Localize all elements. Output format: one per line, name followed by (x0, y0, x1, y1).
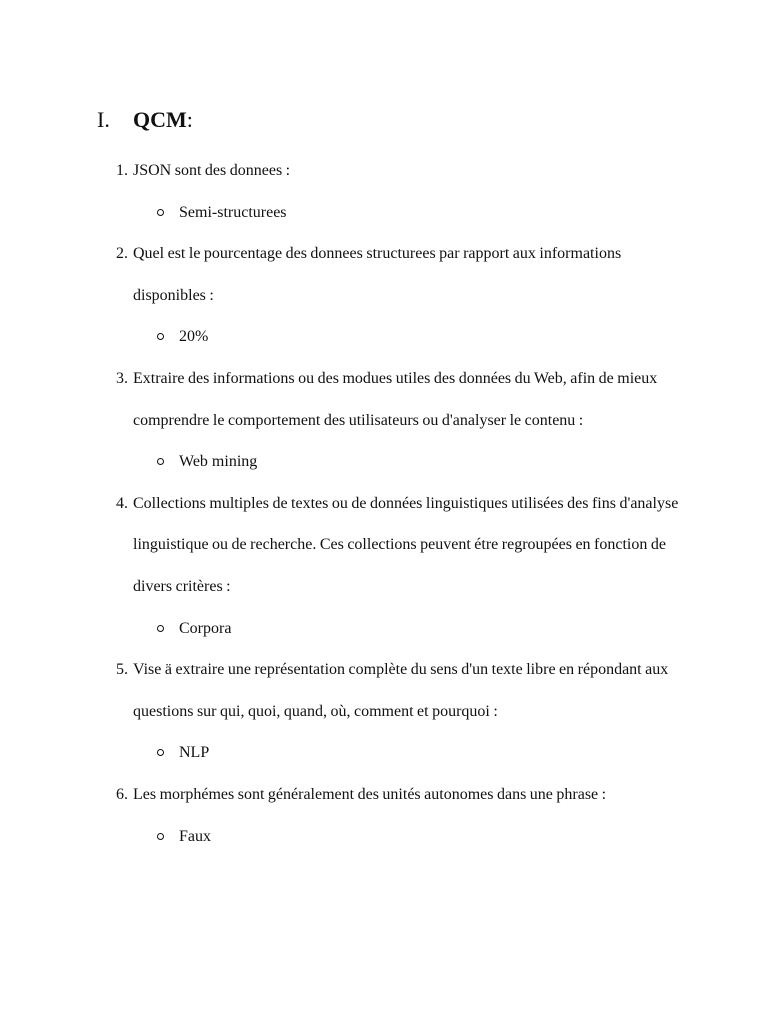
question-number: 6. (116, 785, 128, 803)
hollow-bullet-icon (157, 833, 164, 840)
section-number: I. (97, 107, 110, 132)
section-title: QCM (133, 107, 187, 132)
hollow-bullet-icon (157, 749, 164, 756)
section-heading (97, 106, 193, 134)
answer-item (0, 732, 768, 774)
question-number: 5. (116, 661, 128, 679)
question-item-5 (0, 649, 768, 774)
question-number: 4. (116, 494, 128, 512)
section-colon: : (186, 107, 193, 132)
answer-item (0, 608, 768, 650)
answer-text: Faux (179, 827, 211, 845)
answer-text: Web mining (179, 453, 258, 471)
question-item-6 (0, 774, 768, 857)
answer-text: NLP (179, 744, 210, 762)
question-text: Vise ä extraire une représentation complète du sens d'un texte libre en répondant aux questions sur qui, quoi, quand, où, comment et pourquoi : (133, 661, 669, 720)
question-list (0, 150, 768, 857)
question-item-3 (0, 358, 768, 483)
answer-item (0, 316, 768, 358)
question-item-2 (0, 233, 768, 358)
answer-item (0, 816, 768, 858)
question-number: 1. (116, 162, 128, 179)
question-text: Collections multiples de textes ou de données linguistiques utilisées des fins d'analyse linguistique ou de recherche. Ces collections peuvent étre regroupées en fonction de divers critères : (133, 494, 679, 595)
question-item-1 (0, 150, 768, 233)
hollow-bullet-icon (157, 458, 164, 465)
question-text: Les morphémes sont généralement des unités autonomes dans une phrase : (133, 785, 607, 803)
question-number: 3. (116, 369, 128, 387)
answer-text: Semi-structurees (179, 203, 287, 221)
answer-item (0, 192, 768, 234)
question-text: Extraire des informations ou des modues utiles des données du Web, afin de mieux comprendre le comportement des utilisateurs ou d'analyser le contenu : (133, 369, 658, 429)
answer-item (0, 441, 768, 483)
question-number: 2. (116, 245, 128, 263)
hollow-bullet-icon (157, 625, 164, 632)
question-text: JSON sont des donnees : (133, 162, 291, 179)
hollow-bullet-icon (157, 333, 164, 340)
answer-text: Corpora (179, 619, 232, 637)
hollow-bullet-icon (157, 209, 164, 216)
answer-text: 20% (179, 328, 209, 346)
question-item-4 (0, 483, 768, 649)
question-text: Quel est le pourcentage des donnees structurees par rapport aux informations disponibles : (133, 245, 622, 304)
